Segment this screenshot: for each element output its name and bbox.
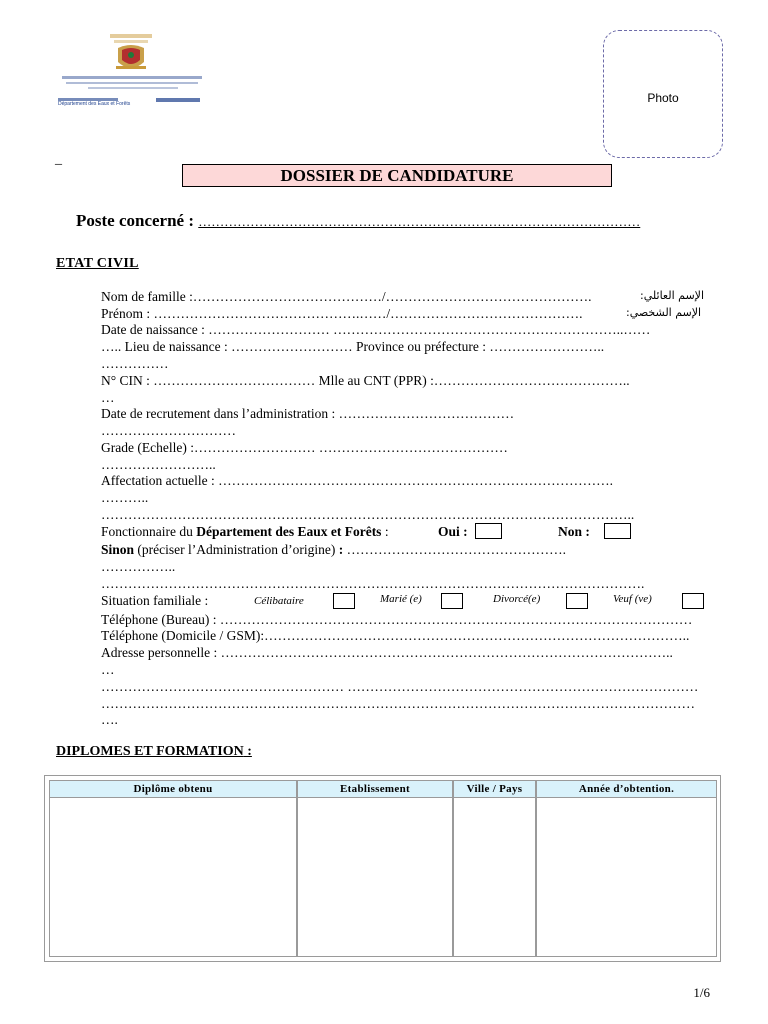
- poste-concerne: [76, 211, 640, 231]
- etat-civil-title: ETAT CIVIL: [56, 256, 139, 271]
- situation-label: Situation familiale :: [101, 593, 209, 608]
- continuation-dots: ….: [101, 712, 118, 727]
- continuation-dots: …: [101, 662, 115, 677]
- ministry-logo: [58, 32, 204, 112]
- header-annee: Année d’obtention.: [537, 781, 716, 798]
- column-annee[interactable]: [536, 780, 717, 957]
- prenom-arabic: الإسم الشخصي:: [626, 306, 702, 319]
- poste-label: Poste concerné :: [76, 211, 195, 230]
- oui-checkbox[interactable]: [475, 522, 502, 540]
- veuf-label: Veuf (ve): [613, 593, 652, 605]
- column-ville[interactable]: [453, 780, 536, 957]
- coat-of-arms-icon: [58, 32, 204, 112]
- marie-checkbox[interactable]: [441, 592, 463, 610]
- poste-field[interactable]: …………………………………………………………………………………………: [198, 214, 641, 229]
- affectation-field[interactable]: Affectation actuelle : …………………………………………………………………………….: [101, 473, 613, 488]
- tel-bureau-field[interactable]: Téléphone (Bureau) : ……………………………………………………………………………………………: [101, 612, 693, 627]
- adresse-field[interactable]: Adresse personnelle : ………………………………………………………………………………………..: [101, 645, 673, 660]
- diplomes-table: [44, 775, 721, 962]
- departement-name: Département des Eaux et Forêts: [196, 524, 382, 539]
- header-diplome: Diplôme obtenu: [50, 781, 296, 798]
- marie-label: Marié (e): [380, 593, 422, 605]
- diplomes-title-text: DIPLOMES ET FORMATION: [56, 744, 244, 759]
- diplomes-title: [56, 744, 252, 760]
- sinon-line[interactable]: [101, 542, 566, 558]
- sinon-label: Sinon: [101, 542, 135, 557]
- colon: :: [243, 744, 252, 759]
- dots-line[interactable]: ………………………………………………………………………………………………………….: [101, 576, 645, 591]
- page-title: DOSSIER DE CANDIDATURE: [182, 164, 612, 187]
- page-number: 1/6: [693, 985, 710, 1000]
- date-recrutement-field[interactable]: Date de recrutement dans l’administration : …………………………………: [101, 406, 515, 421]
- adresse-continuation[interactable]: ……………………………………………… ……………………………………………………………………: [101, 679, 699, 694]
- grade-field[interactable]: Grade (Echelle) :……………………… ……………………………………: [101, 440, 508, 455]
- continuation-dots: ………..: [101, 490, 149, 505]
- celibataire-label: Célibataire: [254, 595, 304, 607]
- affectation-continuation[interactable]: ………………………………………………………………………………………………………..: [101, 507, 635, 522]
- photo-placeholder: [603, 30, 723, 158]
- colon: :: [381, 524, 389, 539]
- nom-famille-arabic: الإسم العائلي:: [640, 289, 705, 302]
- logo-caption: Département des Eaux et Forêts: [58, 101, 131, 107]
- dash-mark: _: [55, 152, 62, 167]
- cin-field[interactable]: N° CIN : ……………………………… Mlle au CNT (PPR) :……………………………………..: [101, 373, 630, 388]
- adresse-continuation[interactable]: ……………………………………………………………………………………………………………………: [101, 696, 695, 711]
- header-ville: Ville / Pays: [454, 781, 535, 798]
- column-diplome[interactable]: [49, 780, 297, 957]
- celibataire-checkbox[interactable]: [333, 592, 355, 610]
- continuation-dots: ……………………..: [101, 457, 216, 472]
- header-etablissement: Etablissement: [298, 781, 452, 798]
- date-naissance-field[interactable]: Date de naissance : ……………………… ………………………………………………………..……: [101, 322, 651, 337]
- oui-label: Oui :: [438, 524, 468, 539]
- non-label: Non :: [558, 524, 590, 539]
- prenom-field[interactable]: Prénom : ……………………………………….……/…………………………………….: [101, 306, 583, 321]
- continuation-dots: …………………………: [101, 423, 236, 438]
- colon: :: [338, 542, 344, 557]
- veuf-checkbox[interactable]: [682, 592, 704, 610]
- sinon-text: (préciser l’Administration d’origine): [134, 542, 339, 557]
- divorce-checkbox[interactable]: [566, 592, 588, 610]
- fonctionnaire-text: Fonctionnaire du: [101, 524, 197, 539]
- tel-domicile-field[interactable]: Téléphone (Domicile / GSM):…………………………………………………………………………………..: [101, 628, 690, 643]
- continuation-dots: ……………: [101, 356, 169, 371]
- fonctionnaire-line: [101, 524, 389, 540]
- lieu-naissance-field[interactable]: ….. Lieu de naissance : ……………………… Province ou préfecture : ……………………..: [101, 339, 605, 354]
- continuation-dots: ……………..: [101, 559, 176, 574]
- column-etablissement[interactable]: [297, 780, 453, 957]
- non-checkbox[interactable]: [604, 522, 631, 540]
- continuation-dots: …: [101, 390, 115, 405]
- sinon-field[interactable]: ………………………………………….: [343, 542, 566, 557]
- divorce-label: Divorcé(e): [493, 593, 541, 605]
- photo-label: Photo: [647, 91, 679, 105]
- nom-famille-field[interactable]: Nom de famille :……………………………………/……………………………………….: [101, 289, 592, 304]
